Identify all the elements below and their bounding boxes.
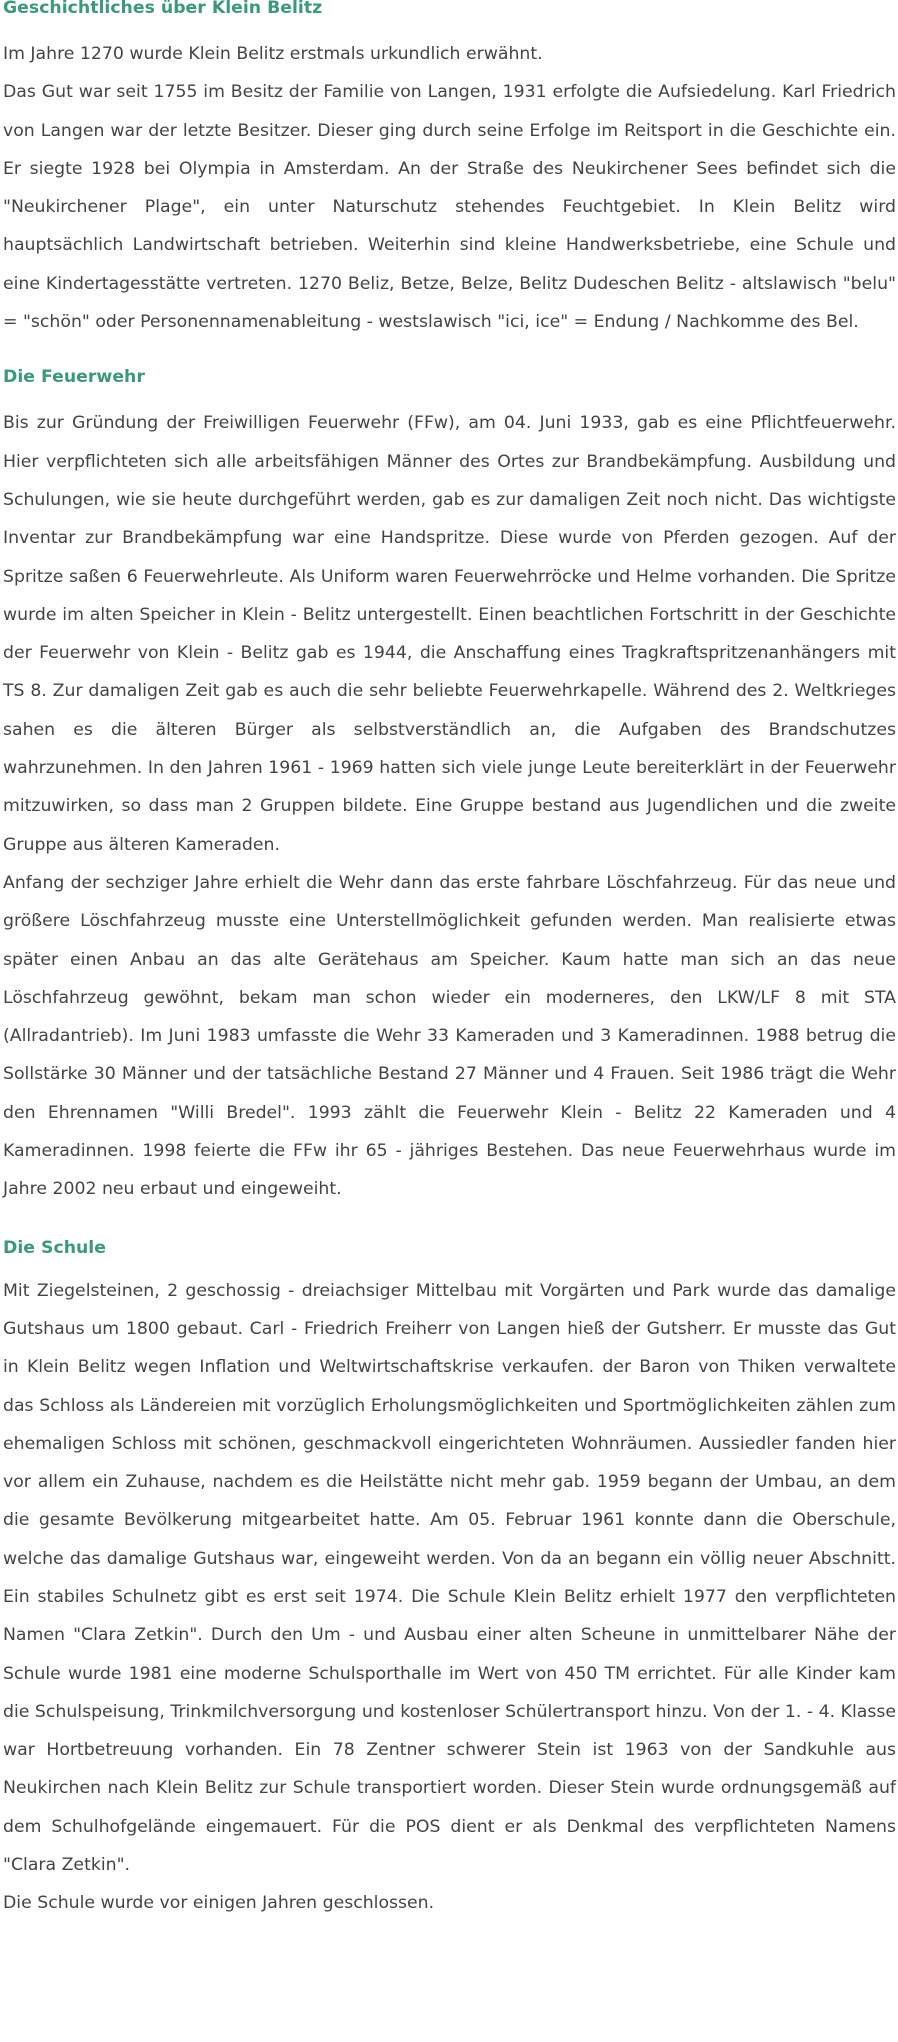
history-paragraph-1: Im Jahre 1270 wurde Klein Belitz erstmals urkundlich erwähnt. bbox=[3, 44, 543, 64]
section-title-school: Die Schule bbox=[3, 1237, 106, 1258]
section-history bbox=[3, 0, 896, 341]
section-title-history: Geschichtliches über Klein Belitz bbox=[3, 0, 323, 18]
fire-brigade-paragraph-2: Anfang der sechziger Jahre erhielt die Wehr dann das erste fahrbare Löschfahrzeug. Für das neue und größere Löschfahrzeug musste eine Unterstellmöglichkeit gefunden werden. Man realisierte etwas später einen Anbau an das alte Gerätehaus am Speicher. Kaum hatte man sich an das neue Löschfahrzeug gewöhnt, bekam man schon wieder ein moderneres, den LKW/LF 8 mit STA (Allradantrieb). Im Juni 1983 umfasste die Wehr 33 Kameraden und 3 Kameradinnen. 1988 betrug die Sollstärke 30 Männer und der tatsächliche Bestand 27 Männer und 4 Frauen. Seit 1986 trägt die Wehr den Ehrennamen "Willi Bredel". 1993 zählt die Feuerwehr Klein - Belitz 22 Kameraden und 4 Kameradinnen. 1998 feierte die FFw ihr 65 - jähriges Bestehen. Das neue Feuerwehrhaus wurde im Jahre 2002 neu erbaut und eingeweiht. bbox=[3, 872, 896, 1200]
section-school bbox=[3, 1237, 896, 1923]
section-fire-brigade bbox=[3, 369, 896, 1208]
history-paragraph-2: Das Gut war seit 1755 im Besitz der Familie von Langen, 1931 erfolgte die Aufsiedelung. Karl Friedrich von Langen war der letzte Besitzer. Dieser ging durch seine Erfolge im Reitsport in die Geschichte ein. Er siegte 1928 bei Olympia in Amsterdam. An der Straße des Neukirchener Sees befindet sich die "Neukirchener Plage", ein unter Naturschutz stehendes Feuchtgebiet. In Klein Belitz wird hauptsächlich Landwirtschaft betrieben. Weiterhin sind kleine Handwerksbetriebe, eine Schule und eine Kindertagesstätte vertreten. 1270 Beliz, Betze, Belze, Belitz Dudeschen Belitz - altslawisch "belu" = "schön" oder Personennamenableitung - westslawisch "ici, ice" = Endung / Nachkomme des Bel. bbox=[3, 82, 896, 333]
school-paragraph-1: Mit Ziegelsteinen, 2 geschossig - dreiachsiger Mittelbau mit Vorgärten und Park wurde das damalige Gutshaus um 1800 gebaut. Carl - Friedrich Freiherr von Langen hieß der Gutsherr. Er musste das Gut in Klein Belitz wegen Inflation und Weltwirtschaftskrise verkaufen. der Baron von Thiken verwaltete das Schloss als Ländereien mit vorzüglich Erholungsmöglichkeiten und Sportmöglichkeiten zählen zum ehemaligen Schloss mit schönen, geschmackvoll eingerichteten Wohnräumen. Aussiedler fanden hier vor allem ein Zuhause, nachdem es die Heilstätte nicht mehr gab. 1959 begann der Umbau, an dem die gesamte Bevölkerung mitgearbeitet hatte. Am 05. Februar 1961 konnte dann die Oberschule, welche das damalige Gutshaus war, eingeweiht werden. Von da an begann ein völlig neuer Abschnitt. Ein stabiles Schulnetz gibt es erst seit 1974. Die Schule Klein Belitz erhielt 1977 den verpflichteten Namen "Clara Zetkin". Durch den Um - und Ausbau einer alten Scheune in unmittelbarer Nähe der Schule wurde 1981 eine moderne Schulsporthalle im Wert von 450 TM errichtet. Für alle Kinder kam die Schulspeisung, Trinkmilchversorgung und kostenloser Schülertransport hinzu. Von der 1. - 4. Klasse war Hortbetreuung vorhanden. Ein 78 Zentner schwerer Stein ist 1963 von der Sandkuhle aus Neukirchen nach Klein Belitz zur Schule transportiert worden. Dieser Stein wurde ordnungsgemäß auf dem Schulhofgelände eingemauert. Für die POS dient er als Denkmal des verpflichteten Namens "Clara Zetkin". bbox=[3, 1280, 896, 1876]
fire-brigade-paragraph-1: Bis zur Gründung der Freiwilligen Feuerwehr (FFw), am 04. Juni 1933, gab es eine Pflichtfeuerwehr. Hier verpflichteten sich alle arbeitsfähigen Männer des Ortes zur Brandbekämpfung. Ausbildung und Schulungen, wie sie heute durchgeführt werden, gab es zur damaligen Zeit noch nicht. Das wichtigste Inventar zur Brandbekämpfung war eine Handspritze. Diese wurde von Pferden gezogen. Auf der Spritze saßen 6 Feuerwehrleute. Als Uniform waren Feuerwehrröcke und Helme vorhanden. Die Spritze wurde im alten Speicher in Klein - Belitz untergestellt. Einen beachtlichen Fortschritt in der Geschichte der Feuerwehr von Klein - Belitz gab es 1944, die Anschaffung eines Tragkraftspritzenanhängers mit TS 8. Zur damaligen Zeit gab es auch die sehr beliebte Feuerwehrkapelle. Während des 2. Weltkrieges sahen es die älteren Bürger als selbstverständlich an, die Aufgaben des Brandschutzes wahrzunehmen. In den Jahren 1961 - 1969 hatten sich viele junge Leute bereiterklärt in der Feuerwehr mitzuwirken, so dass man 2 Gruppen bildete. Eine Gruppe bestand aus Jugendlichen und die zweite Gruppe aus älteren Kameraden. bbox=[3, 413, 896, 855]
section-title-fire-brigade: Die Feuerwehr bbox=[3, 367, 145, 388]
school-paragraph-2: Die Schule wurde vor einigen Jahren geschlossen. bbox=[3, 1893, 435, 1914]
